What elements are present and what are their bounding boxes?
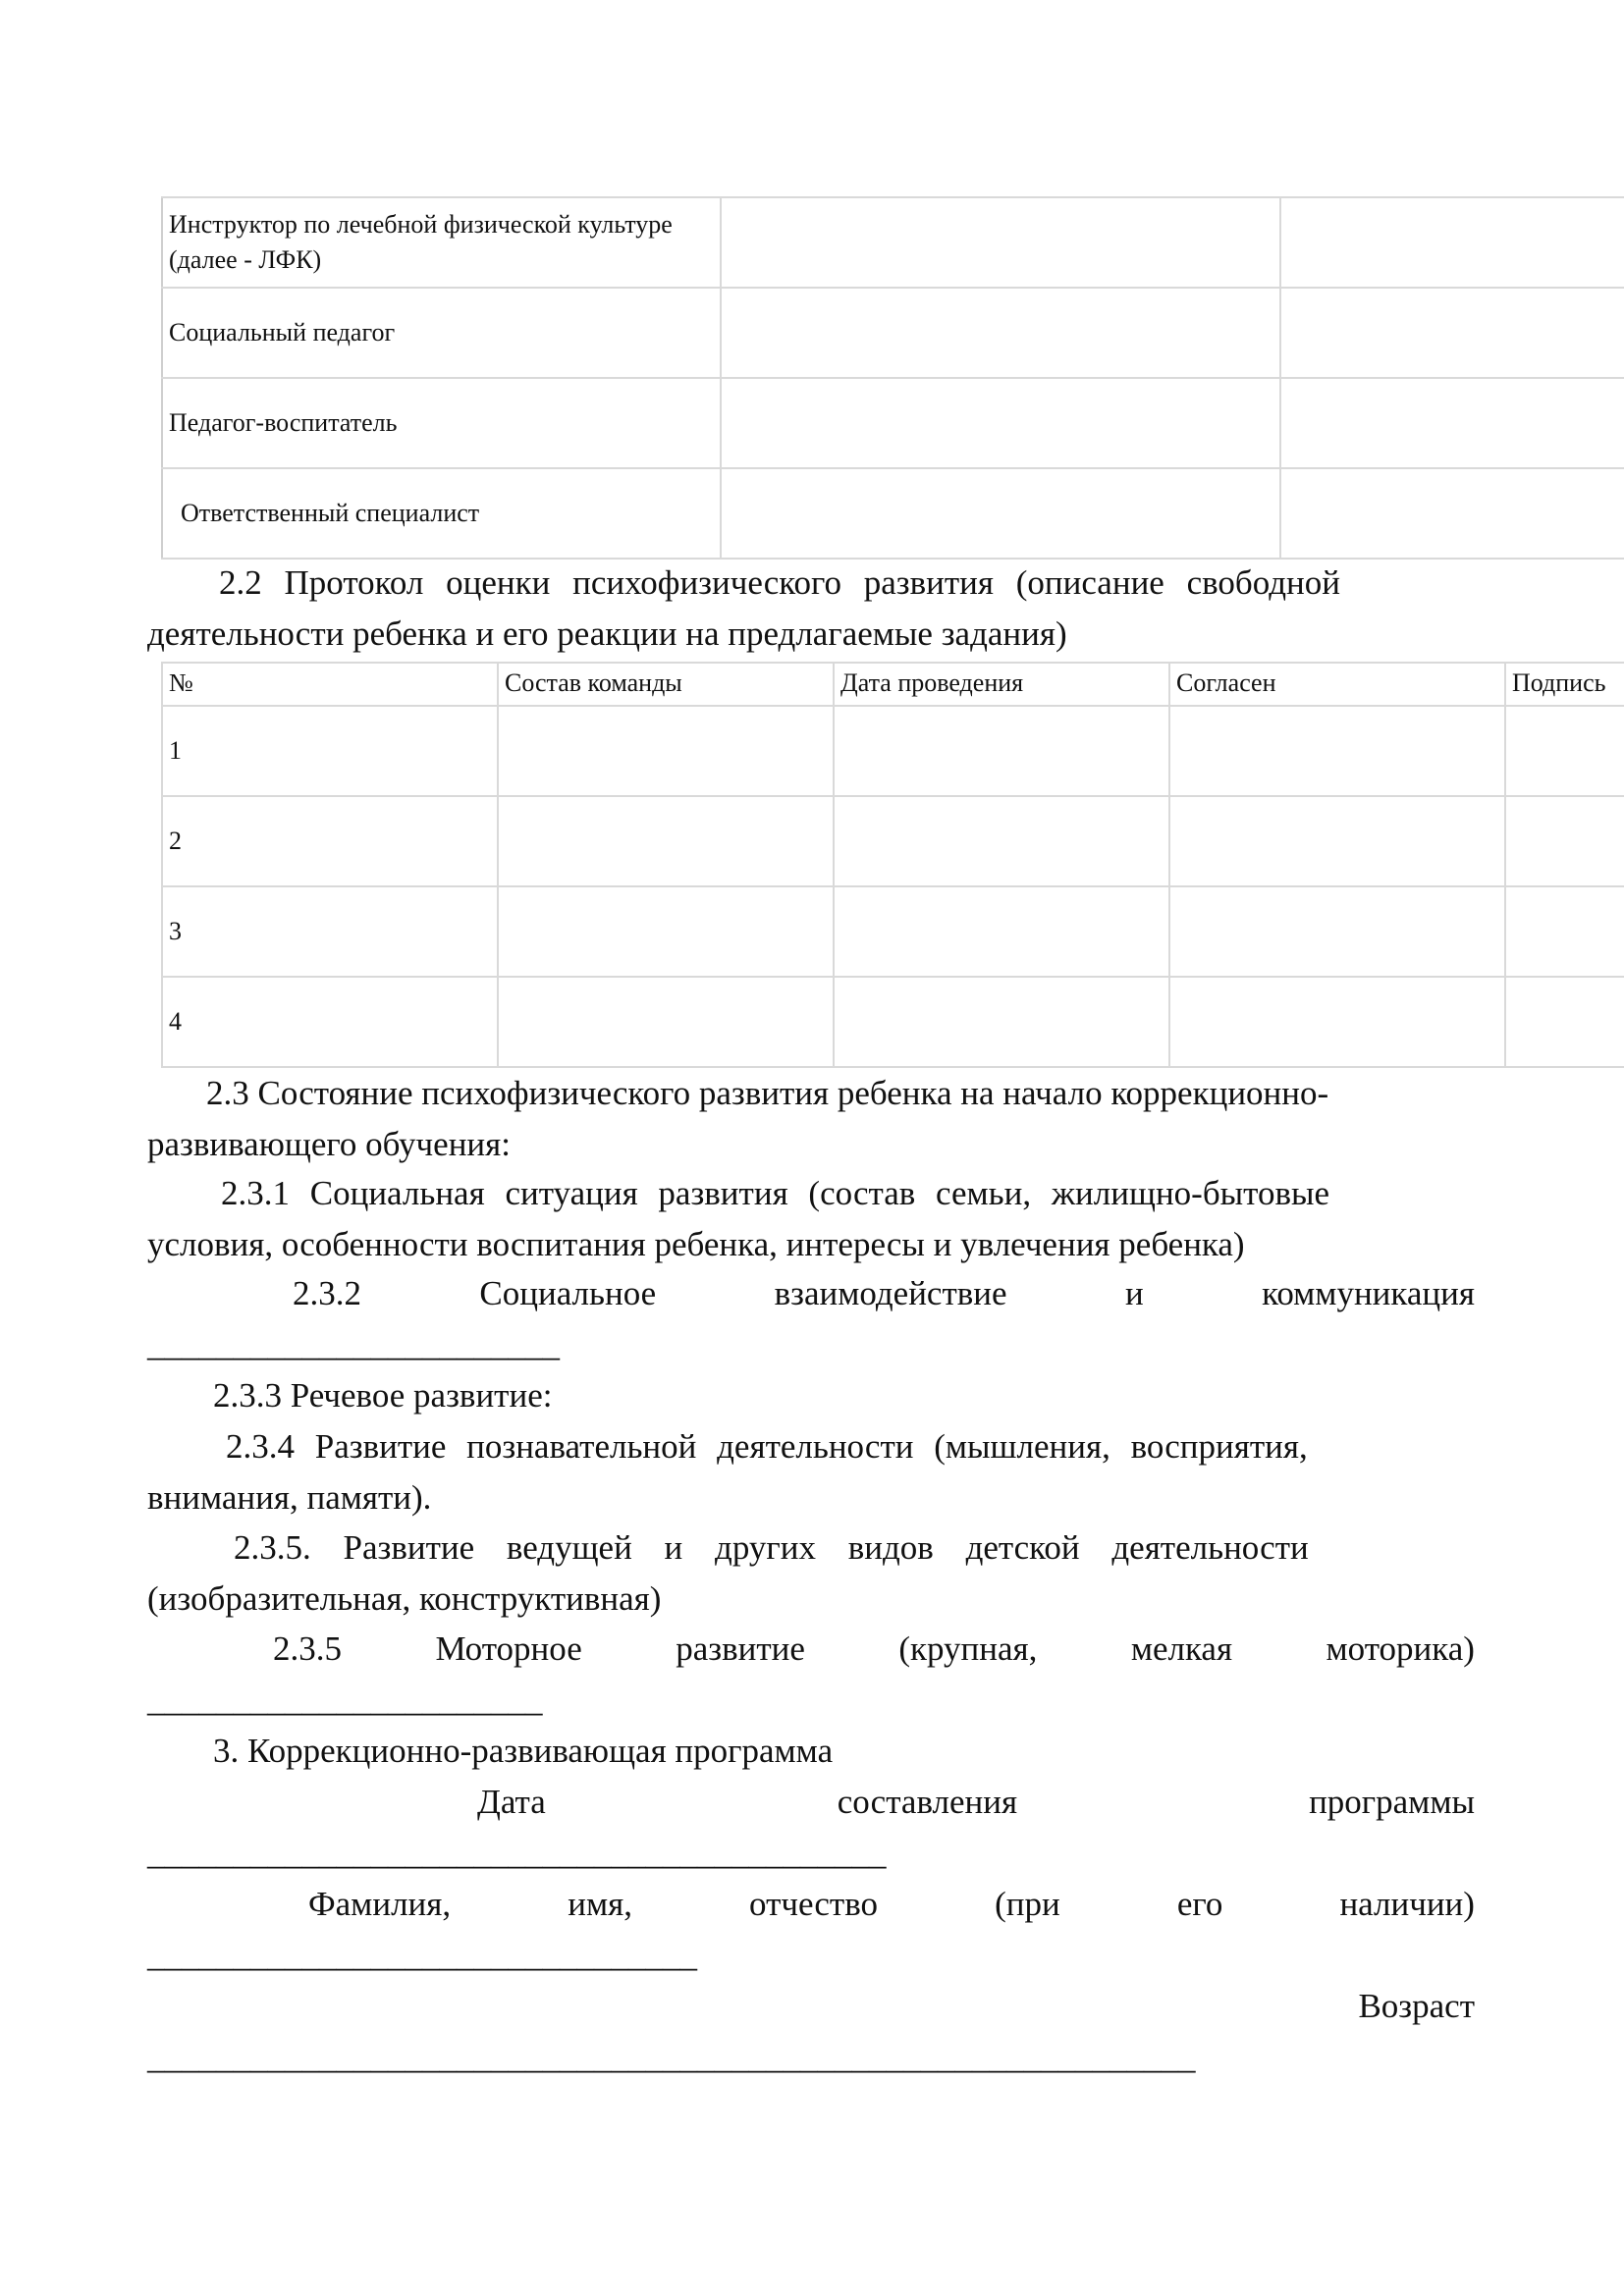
age-label: Возраст (1358, 1987, 1475, 2025)
empty-cell[interactable] (834, 796, 1169, 886)
empty-cell[interactable] (834, 977, 1169, 1067)
staff-table (161, 196, 1624, 560)
row-number: 1 (162, 706, 498, 796)
empty-cell[interactable] (1280, 468, 1624, 559)
row-number: 4 (162, 977, 498, 1067)
empty-cell[interactable] (721, 378, 1280, 468)
section-2-3-5b-line1 (147, 1624, 1475, 1675)
fill-in-blank[interactable]: ________________________________ (147, 1936, 697, 1974)
empty-cell[interactable] (1505, 977, 1624, 1067)
section-2-3-1-line2: условия, особенности воспитания ребенка, интересы и увлечения ребенка) (147, 1225, 1245, 1263)
empty-cell[interactable] (834, 706, 1169, 796)
table-row (162, 886, 1624, 977)
full-name-line (147, 1879, 1475, 1930)
role-cell: Инструктор по лечебной физической культуре (далее - ЛФК) (162, 197, 721, 288)
row-number: 2 (162, 796, 498, 886)
word: 2.3.5 (273, 1629, 342, 1668)
empty-cell[interactable] (721, 468, 1280, 559)
empty-cell[interactable] (498, 706, 834, 796)
word: взаимодействие (774, 1274, 1007, 1312)
column-header: Состав команды (498, 663, 834, 706)
word: имя, (568, 1885, 632, 1923)
row-number: 3 (162, 886, 498, 977)
empty-cell[interactable] (1505, 706, 1624, 796)
fill-in-blank[interactable]: ________________________ (147, 1325, 560, 1363)
section-2-3-3-line: 2.3.3 Речевое развитие: (213, 1376, 553, 1415)
section-2-3-line1: 2.3 Состояние психофизического развития ребенка на начало коррекционно- (206, 1074, 1329, 1112)
column-header: Подпись (1505, 663, 1624, 706)
empty-cell[interactable] (1169, 977, 1505, 1067)
empty-cell[interactable] (498, 977, 834, 1067)
table-row (162, 468, 1624, 559)
word: Социальное (479, 1274, 657, 1312)
empty-cell[interactable] (721, 288, 1280, 378)
role-cell: Ответственный специалист (162, 468, 721, 559)
word: Моторное (435, 1629, 582, 1668)
section-2-3-4 (147, 1421, 1475, 1523)
empty-cell[interactable] (1169, 796, 1505, 886)
empty-cell[interactable] (1280, 378, 1624, 468)
section-2-3-4-line1: 2.3.4 Развитие познавательной деятельности (мышления, восприятия, (226, 1427, 1308, 1466)
table-header-row (162, 663, 1624, 706)
section-2-2 (147, 558, 1475, 660)
word: составления (837, 1783, 1018, 1821)
section-2-3-2-line1 (147, 1268, 1475, 1319)
word: 2.3.2 (293, 1274, 361, 1312)
table-row (162, 977, 1624, 1067)
table-row (162, 706, 1624, 796)
word: отчество (749, 1885, 879, 1923)
word: Дата (477, 1783, 546, 1821)
word: программы (1309, 1783, 1475, 1821)
fill-in-blank[interactable]: _____________________________________________________________ (147, 2038, 1196, 2076)
word: и (1124, 1274, 1144, 1312)
empty-cell[interactable] (1505, 796, 1624, 886)
empty-cell[interactable] (834, 886, 1169, 977)
word: (крупная, (898, 1629, 1038, 1668)
column-header: Согласен (1169, 663, 1505, 706)
fill-in-blank[interactable]: _______________________ (147, 1681, 543, 1719)
section-2-3 (147, 1068, 1475, 1170)
word: моторика) (1326, 1629, 1475, 1668)
empty-cell[interactable] (1169, 886, 1505, 977)
column-header: Дата проведения (834, 663, 1169, 706)
table-row (162, 378, 1624, 468)
program-date-line (147, 1777, 1475, 1828)
empty-cell[interactable] (1505, 886, 1624, 977)
word: (при (995, 1885, 1060, 1923)
role-cell: Педагог-воспитатель (162, 378, 721, 468)
word: мелкая (1130, 1629, 1233, 1668)
section-2-3-5a-line1: 2.3.5. Развитие ведущей и других видов детской деятельности (234, 1528, 1309, 1567)
word: его (1176, 1885, 1223, 1923)
empty-cell[interactable] (498, 796, 834, 886)
table-row (162, 288, 1624, 378)
section-2-2-line1: 2.2 Протокол оценки психофизического развития (описание свободной (219, 563, 1340, 602)
fill-in-blank[interactable]: ___________________________________________ (147, 1834, 887, 1872)
section-2-3-5b (147, 1624, 1475, 1726)
table-row (162, 197, 1624, 288)
column-header: № (162, 663, 498, 706)
empty-cell[interactable] (1169, 706, 1505, 796)
word: наличии) (1339, 1885, 1475, 1923)
section-2-3-1-line1: 2.3.1 Социальная ситуация развития (состав семьи, жилищно-бытовые (221, 1174, 1330, 1212)
section-2-3-4-line2: внимания, памяти). (147, 1478, 432, 1517)
section-3-title: 3. Коррекционно-развивающая программа (213, 1732, 834, 1770)
word: Фамилия, (308, 1885, 452, 1923)
section-2-3-3 (147, 1370, 1475, 1421)
section-3 (147, 1726, 1475, 2083)
section-2-3-2 (147, 1268, 1475, 1370)
role-cell: Социальный педагог (162, 288, 721, 378)
empty-cell[interactable] (1280, 288, 1624, 378)
empty-cell[interactable] (498, 886, 834, 977)
section-2-3-1 (147, 1168, 1475, 1270)
empty-cell[interactable] (1280, 197, 1624, 288)
table-row (162, 796, 1624, 886)
section-2-3-5a (147, 1522, 1475, 1625)
empty-cell[interactable] (721, 197, 1280, 288)
word: коммуникация (1262, 1274, 1475, 1312)
section-2-2-line2: деятельности ребенка и его реакции на предлагаемые задания) (147, 614, 1067, 653)
section-2-3-5a-line2: (изобразительная, конструктивная) (147, 1579, 662, 1618)
section-2-3-line2: развивающего обучения: (147, 1125, 511, 1163)
protocol-table (161, 662, 1624, 1068)
word: развитие (676, 1629, 805, 1668)
